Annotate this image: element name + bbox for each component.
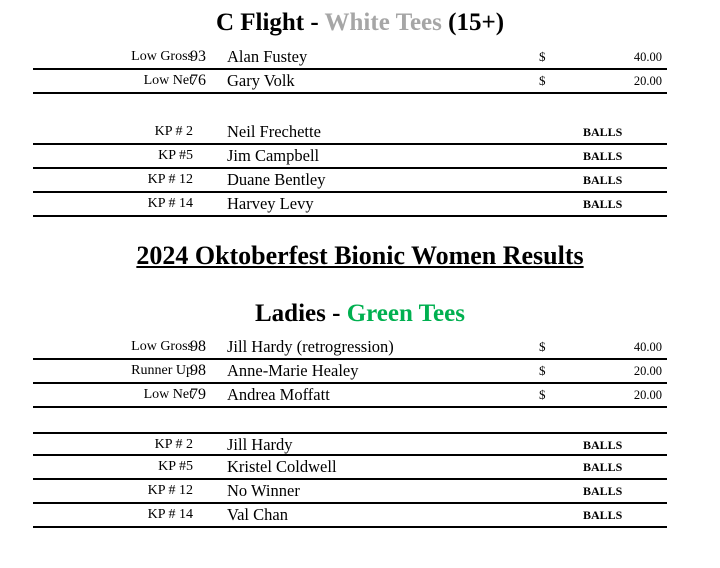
player-name: Val Chan [227,505,288,524]
player-name: Anne-Marie Healey [227,361,359,380]
prize-score: 79 [190,386,206,403]
prize-score: 93 [190,48,206,65]
ladies-title-prefix: Ladies - [255,300,347,327]
table-row [33,121,667,145]
currency-symbol: $ [539,49,546,64]
currency-symbol: $ [539,363,546,378]
prize-amount: 40.00 [633,340,662,354]
kp-label: KP # 2 [154,124,193,139]
ladies-tees: Green Tees [346,300,465,327]
prize-score: 98 [190,362,206,379]
kp-prize: BALLS [583,484,623,498]
table-row [33,504,667,528]
kp-label: KP #5 [158,148,193,163]
player-name: Alan Fustey [227,47,308,66]
table-row [33,145,667,169]
c-flight-title-suffix: (15+) [441,9,505,36]
ladies-kp-table [33,432,667,528]
player-name: Kristel Coldwell [227,457,337,476]
prize-amount: 20.00 [633,74,662,88]
player-name: Duane Bentley [227,170,326,189]
prize-label: Low Net [143,387,193,402]
prize-score: 76 [190,72,206,89]
player-name: Jill Hardy (retrogression) [227,337,394,356]
player-name: Jill Hardy [227,435,293,454]
prize-amount: 20.00 [633,388,662,402]
kp-label: KP # 14 [147,196,193,211]
player-name: Harvey Levy [227,194,314,213]
prize-label: Low Gross [131,339,193,354]
player-name: Jim Campbell [227,146,320,165]
table-row [33,456,667,480]
prize-amount: 40.00 [633,50,662,64]
kp-prize: BALLS [583,173,623,187]
kp-label: KP # 12 [147,483,193,498]
table-row [33,336,667,360]
prize-score: 98 [190,338,206,355]
player-name: Neil Frechette [227,122,321,141]
currency-symbol: $ [539,339,546,354]
ladies-prize-table [33,336,667,408]
kp-label: KP # 2 [154,437,193,452]
c-flight-kp-table [33,121,667,217]
event-title: 2024 Oktoberfest Bionic Women Results [136,241,584,270]
prize-amount: 20.00 [633,364,662,378]
table-row [33,70,667,94]
table-row [33,360,667,384]
player-name: Andrea Moffatt [227,385,330,404]
c-flight-heading [0,9,720,37]
kp-prize: BALLS [583,438,623,452]
kp-prize: BALLS [583,508,623,522]
currency-symbol: $ [539,387,546,402]
kp-prize: BALLS [583,197,623,211]
ladies-heading [0,300,720,328]
c-flight-tees: White Tees [324,9,442,36]
currency-symbol: $ [539,73,546,88]
kp-label: KP #5 [158,459,193,474]
table-row [33,193,667,217]
prize-label: Low Net [143,73,193,88]
kp-prize: BALLS [583,149,623,163]
table-row [33,432,667,456]
kp-prize: BALLS [583,460,623,474]
kp-prize: BALLS [583,125,623,139]
table-row [33,169,667,193]
player-name: No Winner [227,481,300,500]
c-flight-prize-table [33,46,667,94]
table-row [33,384,667,408]
prize-label: Low Gross [131,49,193,64]
prize-label: Runner Up [131,363,193,378]
kp-label: KP # 14 [147,507,193,522]
table-row [33,480,667,504]
table-row [33,46,667,70]
c-flight-title-prefix: C Flight - [215,9,325,36]
player-name: Gary Volk [227,71,295,90]
kp-label: KP # 12 [147,172,193,187]
